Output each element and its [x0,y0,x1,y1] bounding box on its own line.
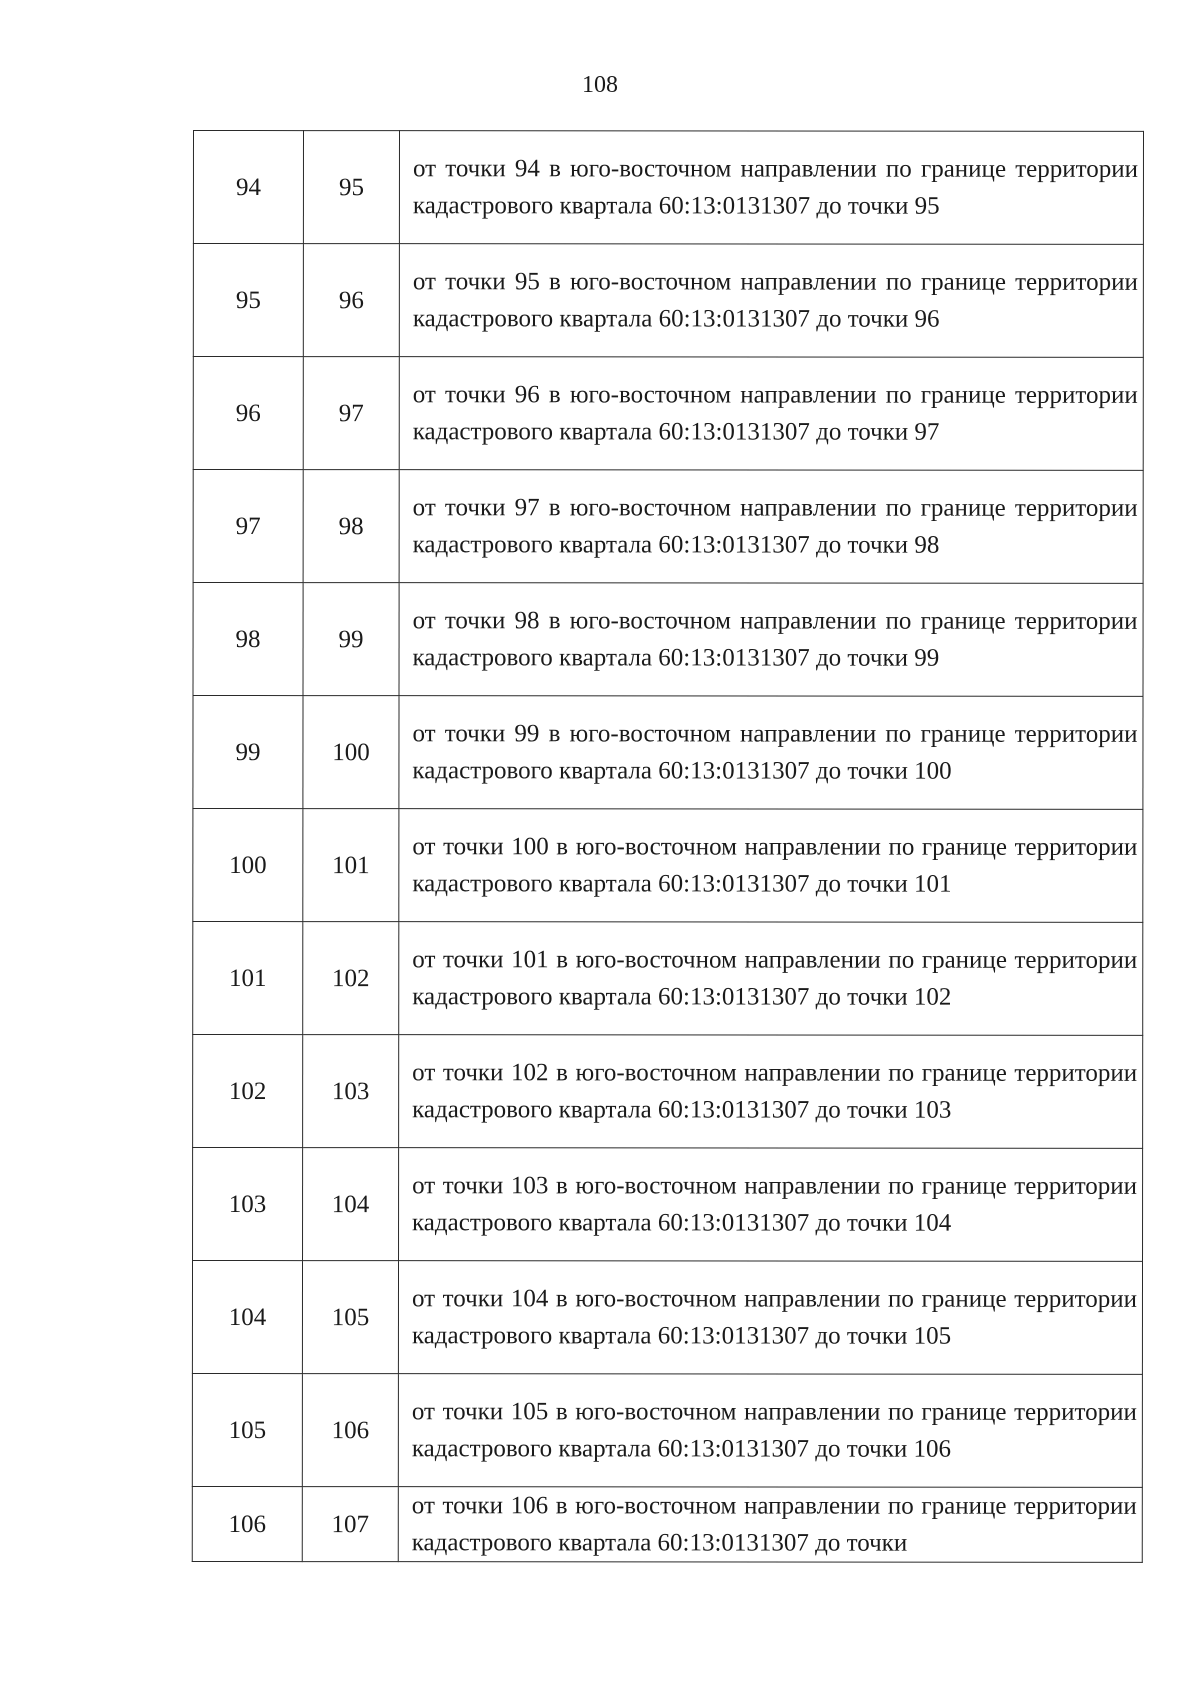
table-row [193,470,1143,584]
segment-description: от точки 102 в юго-восточном направлении по границе территории кадастрового квартала 60:13:0131307 до точки 103 [399,1035,1143,1149]
segment-description: от точки 96 в юго-восточном направлении по границе территории кадастрового квартала 60:13:0131307 до точки 97 [399,357,1143,471]
point-to: 105 [302,1261,398,1374]
segment-description: от точки 103 в юго-восточном направлении по границе территории кадастрового квартала 60:13:0131307 до точки 104 [399,1148,1143,1262]
segment-description: от точки 97 в юго-восточном направлении по границе территории кадастрового квартала 60:13:0131307 до точки 98 [399,470,1143,584]
point-from: 100 [193,809,303,922]
segment-description: от точки 104 в юго-восточном направлении по границе территории кадастрового квартала 60:13:0131307 до точки 105 [398,1261,1142,1375]
point-from: 103 [193,1148,303,1261]
table-row [193,131,1143,245]
table-row [193,583,1143,697]
point-to: 99 [303,583,399,696]
point-to: 107 [302,1487,398,1562]
segment-description: от точки 101 в юго-восточном направлении по границе территории кадастрового квартала 60:13:0131307 до точки 102 [399,922,1143,1036]
point-from: 95 [193,244,303,357]
segment-description: от точки 94 в юго-восточном направлении по границе территории кадастрового квартала 60:13:0131307 до точки 95 [399,131,1143,245]
segment-description: от точки 99 в юго-восточном направлении по границе территории кадастрового квартала 60:13:0131307 до точки 100 [399,696,1143,810]
point-to: 103 [303,1035,399,1148]
segment-description: от точки 105 в юго-восточном направлении по границе территории кадастрового квартала 60:13:0131307 до точки 106 [398,1374,1142,1488]
point-from: 102 [193,1035,303,1148]
boundary-table [192,130,1144,1563]
point-from: 99 [193,696,303,809]
point-from: 105 [192,1374,302,1487]
segment-description: от точки 95 в юго-восточном направлении по границе территории кадастрового квартала 60:13:0131307 до точки 96 [399,244,1143,358]
point-from: 106 [192,1486,302,1561]
table-row [193,922,1143,1036]
segment-description: от точки 100 в юго-восточном направлении по границе территории кадастрового квартала 60:13:0131307 до точки 101 [399,809,1143,923]
point-to: 98 [303,470,399,583]
page-number: 108 [582,72,618,98]
point-to: 102 [303,922,399,1035]
point-from: 96 [193,357,303,470]
segment-description: от точки 106 в юго-восточном направлении по границе территории кадастрового квартала 60:13:0131307 до точки [398,1487,1142,1563]
segment-description: от точки 98 в юго-восточном направлении по границе территории кадастрового квартала 60:13:0131307 до точки 99 [399,583,1143,697]
table-row [192,1261,1142,1375]
point-to: 96 [303,244,399,357]
table-row [193,357,1143,471]
point-from: 98 [193,583,303,696]
point-to: 106 [302,1374,398,1487]
point-to: 101 [303,809,399,922]
point-from: 101 [193,922,303,1035]
point-from: 97 [193,470,303,583]
table-row [193,1148,1143,1262]
point-to: 95 [303,131,399,244]
point-to: 97 [303,357,399,470]
table-row [193,809,1143,923]
table-row [193,1035,1143,1149]
point-from: 94 [193,131,303,244]
table-row [192,1486,1142,1562]
point-from: 104 [192,1261,302,1374]
table-row [192,1374,1142,1488]
point-to: 104 [303,1148,399,1261]
point-to: 100 [303,696,399,809]
table-row [193,696,1143,810]
table-row [193,244,1143,358]
